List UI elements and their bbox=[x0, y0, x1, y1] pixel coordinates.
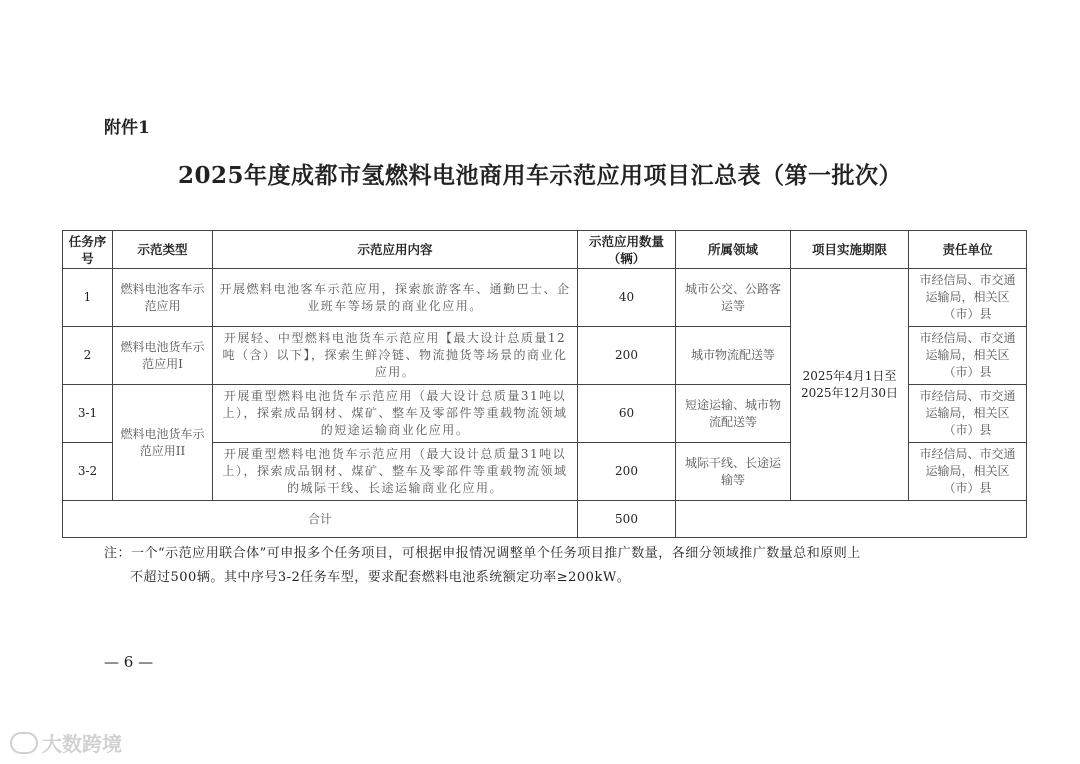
document-title: 2025年度成都市氢燃料电池商用车示范应用项目汇总表（第一批次） bbox=[177, 162, 902, 189]
header-field: 所属领域 bbox=[676, 231, 791, 269]
watermark-text: 大数跨境 bbox=[42, 732, 122, 756]
task-no: 3-2 bbox=[63, 443, 113, 501]
attachment-label: 附件1 bbox=[104, 118, 150, 138]
watermark-logo-icon bbox=[10, 732, 38, 754]
field: 城际干线、长途运输等 bbox=[676, 443, 791, 501]
header-quantity: 示范应用数量（辆） bbox=[578, 231, 676, 269]
header-period: 项目实施期限 bbox=[791, 231, 909, 269]
responsible-unit: 市经信局、市交通运输局，相关区（市）县 bbox=[909, 327, 1027, 385]
header-type: 示范类型 bbox=[113, 231, 213, 269]
watermark bbox=[10, 728, 122, 757]
demo-type: 燃料电池货车示范应用I bbox=[113, 327, 213, 385]
total-value: 500 bbox=[578, 501, 676, 538]
table-row bbox=[63, 269, 1027, 327]
implementation-period: 2025年4月1日至2025年12月30日 bbox=[791, 269, 909, 501]
field: 城市公交、公路客运等 bbox=[676, 269, 791, 327]
demo-type: 燃料电池客车示范应用 bbox=[113, 269, 213, 327]
quantity: 60 bbox=[578, 385, 676, 443]
field: 短途运输、城市物流配送等 bbox=[676, 385, 791, 443]
responsible-unit: 市经信局、市交通运输局，相关区（市）县 bbox=[909, 443, 1027, 501]
task-no: 3-1 bbox=[63, 385, 113, 443]
quantity: 200 bbox=[578, 327, 676, 385]
project-summary-table bbox=[62, 230, 1027, 538]
field: 城市物流配送等 bbox=[676, 327, 791, 385]
responsible-unit: 市经信局、市交通运输局，相关区（市）县 bbox=[909, 269, 1027, 327]
header-content: 示范应用内容 bbox=[213, 231, 578, 269]
quantity: 40 bbox=[578, 269, 676, 327]
demo-content: 开展轻、中型燃料电池货车示范应用【最大设计总质量12吨（含）以下】，探索生鲜冷链、物流抛货等场景的商业化应用。 bbox=[213, 327, 578, 385]
demo-content: 开展燃料电池客车示范应用，探索旅游客车、通勤巴士、企业班车等场景的商业化应用。 bbox=[213, 269, 578, 327]
page-number: — 6 — bbox=[104, 653, 154, 671]
total-label: 合计 bbox=[63, 501, 578, 538]
task-no: 1 bbox=[63, 269, 113, 327]
note-line-1: 注：一个“示范应用联合体”可申报多个任务项目，可根据申报情况调整单个任务项目推广数量，各细分领域推广数量总和原则上 bbox=[104, 546, 861, 561]
demo-content: 开展重型燃料电池货车示范应用（最大设计总质量31吨以上），探索成品钢材、煤矿、整车及零部件等重载物流领域的城际干线、长途运输商业化应用。 bbox=[213, 443, 578, 501]
header-unit: 责任单位 bbox=[909, 231, 1027, 269]
total-empty-cell bbox=[676, 501, 1027, 538]
note-line-2: 不超过500辆。其中序号3-2任务车型，要求配套燃料电池系统额定功率≥200kW。 bbox=[130, 570, 631, 585]
task-no: 2 bbox=[63, 327, 113, 385]
responsible-unit: 市经信局、市交通运输局，相关区（市）县 bbox=[909, 385, 1027, 443]
table-header-row bbox=[63, 231, 1027, 269]
quantity: 200 bbox=[578, 443, 676, 501]
table-total-row bbox=[63, 501, 1027, 538]
demo-content: 开展重型燃料电池货车示范应用（最大设计总质量31吨以上），探索成品钢材、煤矿、整车及零部件等重载物流领域的短途运输商业化应用。 bbox=[213, 385, 578, 443]
demo-type: 燃料电池货车示范应用II bbox=[113, 385, 213, 501]
table-note bbox=[104, 542, 1004, 590]
header-task-no: 任务序号 bbox=[63, 231, 113, 269]
